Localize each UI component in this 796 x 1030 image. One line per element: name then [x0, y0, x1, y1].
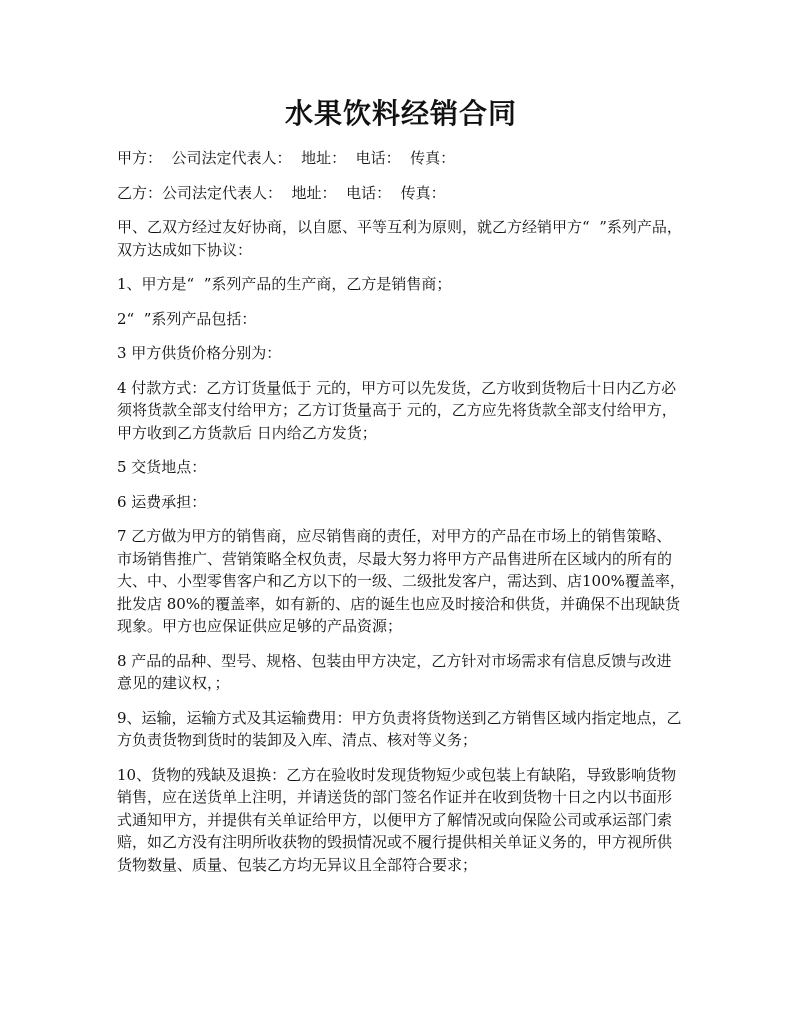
- clause-9: 9、运输，运输方式及其运输费用：甲方负责将货物送到乙方销售区域内指定地点，乙方负责货物到货时的装卸及入库、清点、核对等义务；: [117, 708, 682, 749]
- party-a-line: 甲方： 公司法定代表人： 地址： 电话： 传真：: [117, 149, 456, 167]
- clause-2: 2“ ”系列产品包括：: [117, 309, 257, 328]
- party-b-line: 乙方：公司法定代表人： 地址： 电话： 传真：: [117, 183, 446, 202]
- document-content: [117, 95, 685, 888]
- clause-6: 6 运费承担：: [117, 492, 207, 511]
- clause-4: 4 付款方式：乙方订货量低于 元的，甲方可以先发货，乙方收到货物后十日内乙方必须将货款全部支付给甲方；乙方订货量高于 元的，乙方应先将货款全部支付给甲方，甲方收到乙方货款后 日内给乙方发货；: [117, 378, 677, 442]
- clause-10: 10、货物的残缺及退换：乙方在验收时发现货物短少或包装上有缺陷，导致影响货物销售，应在送货单上注明，并请送货的部门签名作证并在收到货物十日之内以书面形式通知甲方，并提供有关单证给甲方，以便甲方了解情况或向保险公司或承运部门索赔，如乙方没有注明所收获物的毁损情况或不履行提供相关单证义务的，甲方视所供货物数量、质量、包装乙方均无异议且全部符合要求；: [117, 765, 677, 874]
- document-title: 水果饮料经销合同: [284, 97, 517, 130]
- clause-1: 1、甲方是“ ”系列产品的生产商，乙方是销售商；: [117, 275, 452, 293]
- clause-8: 8 产品的品种、型号、规格、包装由甲方决定，乙方针对市场需求有信息反馈与改进意见的建议权，；: [117, 651, 672, 692]
- agreement-intro: 甲、乙双方经过友好协商，以自愿、平等互利为原则，就乙方经销甲方“ ”系列产品，双方达成如下协议：: [117, 218, 682, 259]
- clause-3: 3 甲方供货价格分别为：: [117, 344, 282, 362]
- clause-5: 5 交货地点：: [117, 458, 207, 476]
- clause-7: 7 乙方做为甲方的销售商，应尽销售商的责任，对甲方的产品在市场上的销售策略、市场销售推广、营销策略全权负责，尽最大努力将甲方产品售进所在区域内的所有的大、中、小型零售客户和乙方以下的一级、二级批发客户，需达到、店100%覆盖率，批发店 80%的覆盖率，如有新的、店的诞生也应及时接洽和供货，并确保不出现缺货现象。甲方也应保证供应足够的产品资源；: [117, 527, 685, 635]
